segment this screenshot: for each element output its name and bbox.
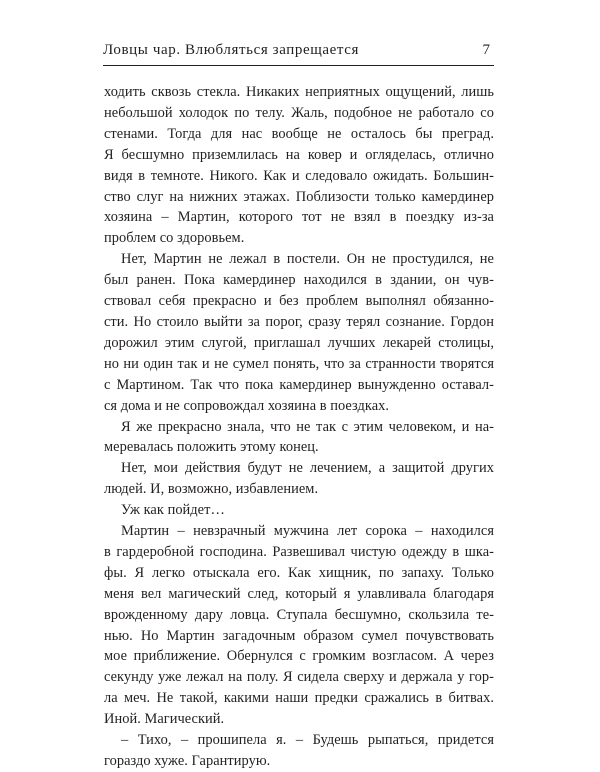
text-line: дорожил этим слугой, приглашал лучших лекарей столицы, [104, 334, 494, 351]
paragraph [104, 82, 494, 249]
running-title: Ловцы чар. Влюбляться запрещается [103, 42, 360, 58]
text-line: Мартин – невзрачный мужчина лет сорока – находился [121, 523, 494, 540]
text-line: но ни один так и не сумел понять, что за странности творятся [104, 355, 494, 372]
text-line: фы. Я легко отыскала его. Как хищник, по запаху. Только [104, 564, 494, 581]
text-line: ство слуг на нижних этажах. Поблизости только камердинер [104, 188, 494, 205]
text-line: гораздо хуже. Гарантирую. [104, 753, 271, 769]
text-line: врожденному дару ловца. Ступала бесшумно, скользила те- [104, 606, 494, 623]
text-line: сти. Но стоило выйти за порог, сразу терял сознание. Гордон [104, 313, 494, 330]
text-line: видя в темноте. Никого. Как и следовало ожидать. Большин- [104, 167, 494, 184]
text-line: меревалась положить этому конец. [104, 439, 319, 456]
text-line: проблем со здоровьем. [104, 230, 245, 247]
paragraph [104, 521, 494, 730]
paragraph [104, 417, 494, 459]
text-line: стенами. Тогда для нас вообще не осталось бы преград. [104, 125, 494, 142]
text-line: мое приближение. Обернулся с громким возгласом. А через [104, 648, 494, 665]
text-line: – Тихо, – прошипела я. – Будешь рыпаться, придется [121, 732, 494, 749]
text-line: ствовал себя прекрасно и без проблем выполнял обязанно- [104, 293, 494, 310]
text-line: был ранен. Пока камердинер находился в здании, он чув- [104, 272, 494, 289]
paragraph [104, 500, 494, 521]
text-line: с Мартином. Так что пока камердинер вынужденно оставал- [104, 376, 494, 393]
text-line: нью. Но Мартин загадочным образом сумел почувствовать [104, 627, 494, 644]
text-line: Я бесшумно приземлилась на ковер и огляделась, отлично [104, 146, 494, 163]
paragraph [104, 249, 494, 416]
header-rule [103, 65, 494, 66]
text-line: ходить сквозь стекла. Никаких неприятных ощущений, лишь [104, 84, 494, 100]
text-line: хозяина – Мартин, которого тот не взял в поездку из-за [104, 209, 494, 226]
text-line: ся дома и не сопровождал хозяина в поездках. [104, 397, 390, 414]
body-text [104, 82, 494, 772]
text-line: Нет, Мартин не лежал в постели. Он не простудился, не [121, 251, 494, 268]
text-line: ла меч. Не такой, какими наши предки сражались в битвах. [104, 690, 494, 707]
text-line: меня вел магический след, который я улавливала благодаря [104, 585, 494, 602]
text-line: Я же прекрасно знала, что не так с этим человеком, и на- [121, 418, 494, 435]
text-line: небольшой холодок по телу. Жаль, подобное не работало со [104, 104, 494, 121]
text-line: Иной. Магический. [104, 711, 225, 728]
text-line: секунду уже лежал на полу. Я сидела сверху и держала у гор- [104, 669, 494, 686]
text-line: Нет, мои действия будут не лечением, а защитой других [121, 460, 494, 477]
paragraph [104, 730, 494, 772]
text-line: в гардеробной господина. Развешивал чистую одежду в шка- [104, 543, 494, 560]
page-number: 7 [482, 42, 490, 58]
text-line: Уж как пойдет… [121, 502, 225, 519]
paragraph [104, 458, 494, 500]
running-head [103, 38, 494, 64]
text-line: людей. И, возможно, избавлением. [104, 481, 319, 498]
